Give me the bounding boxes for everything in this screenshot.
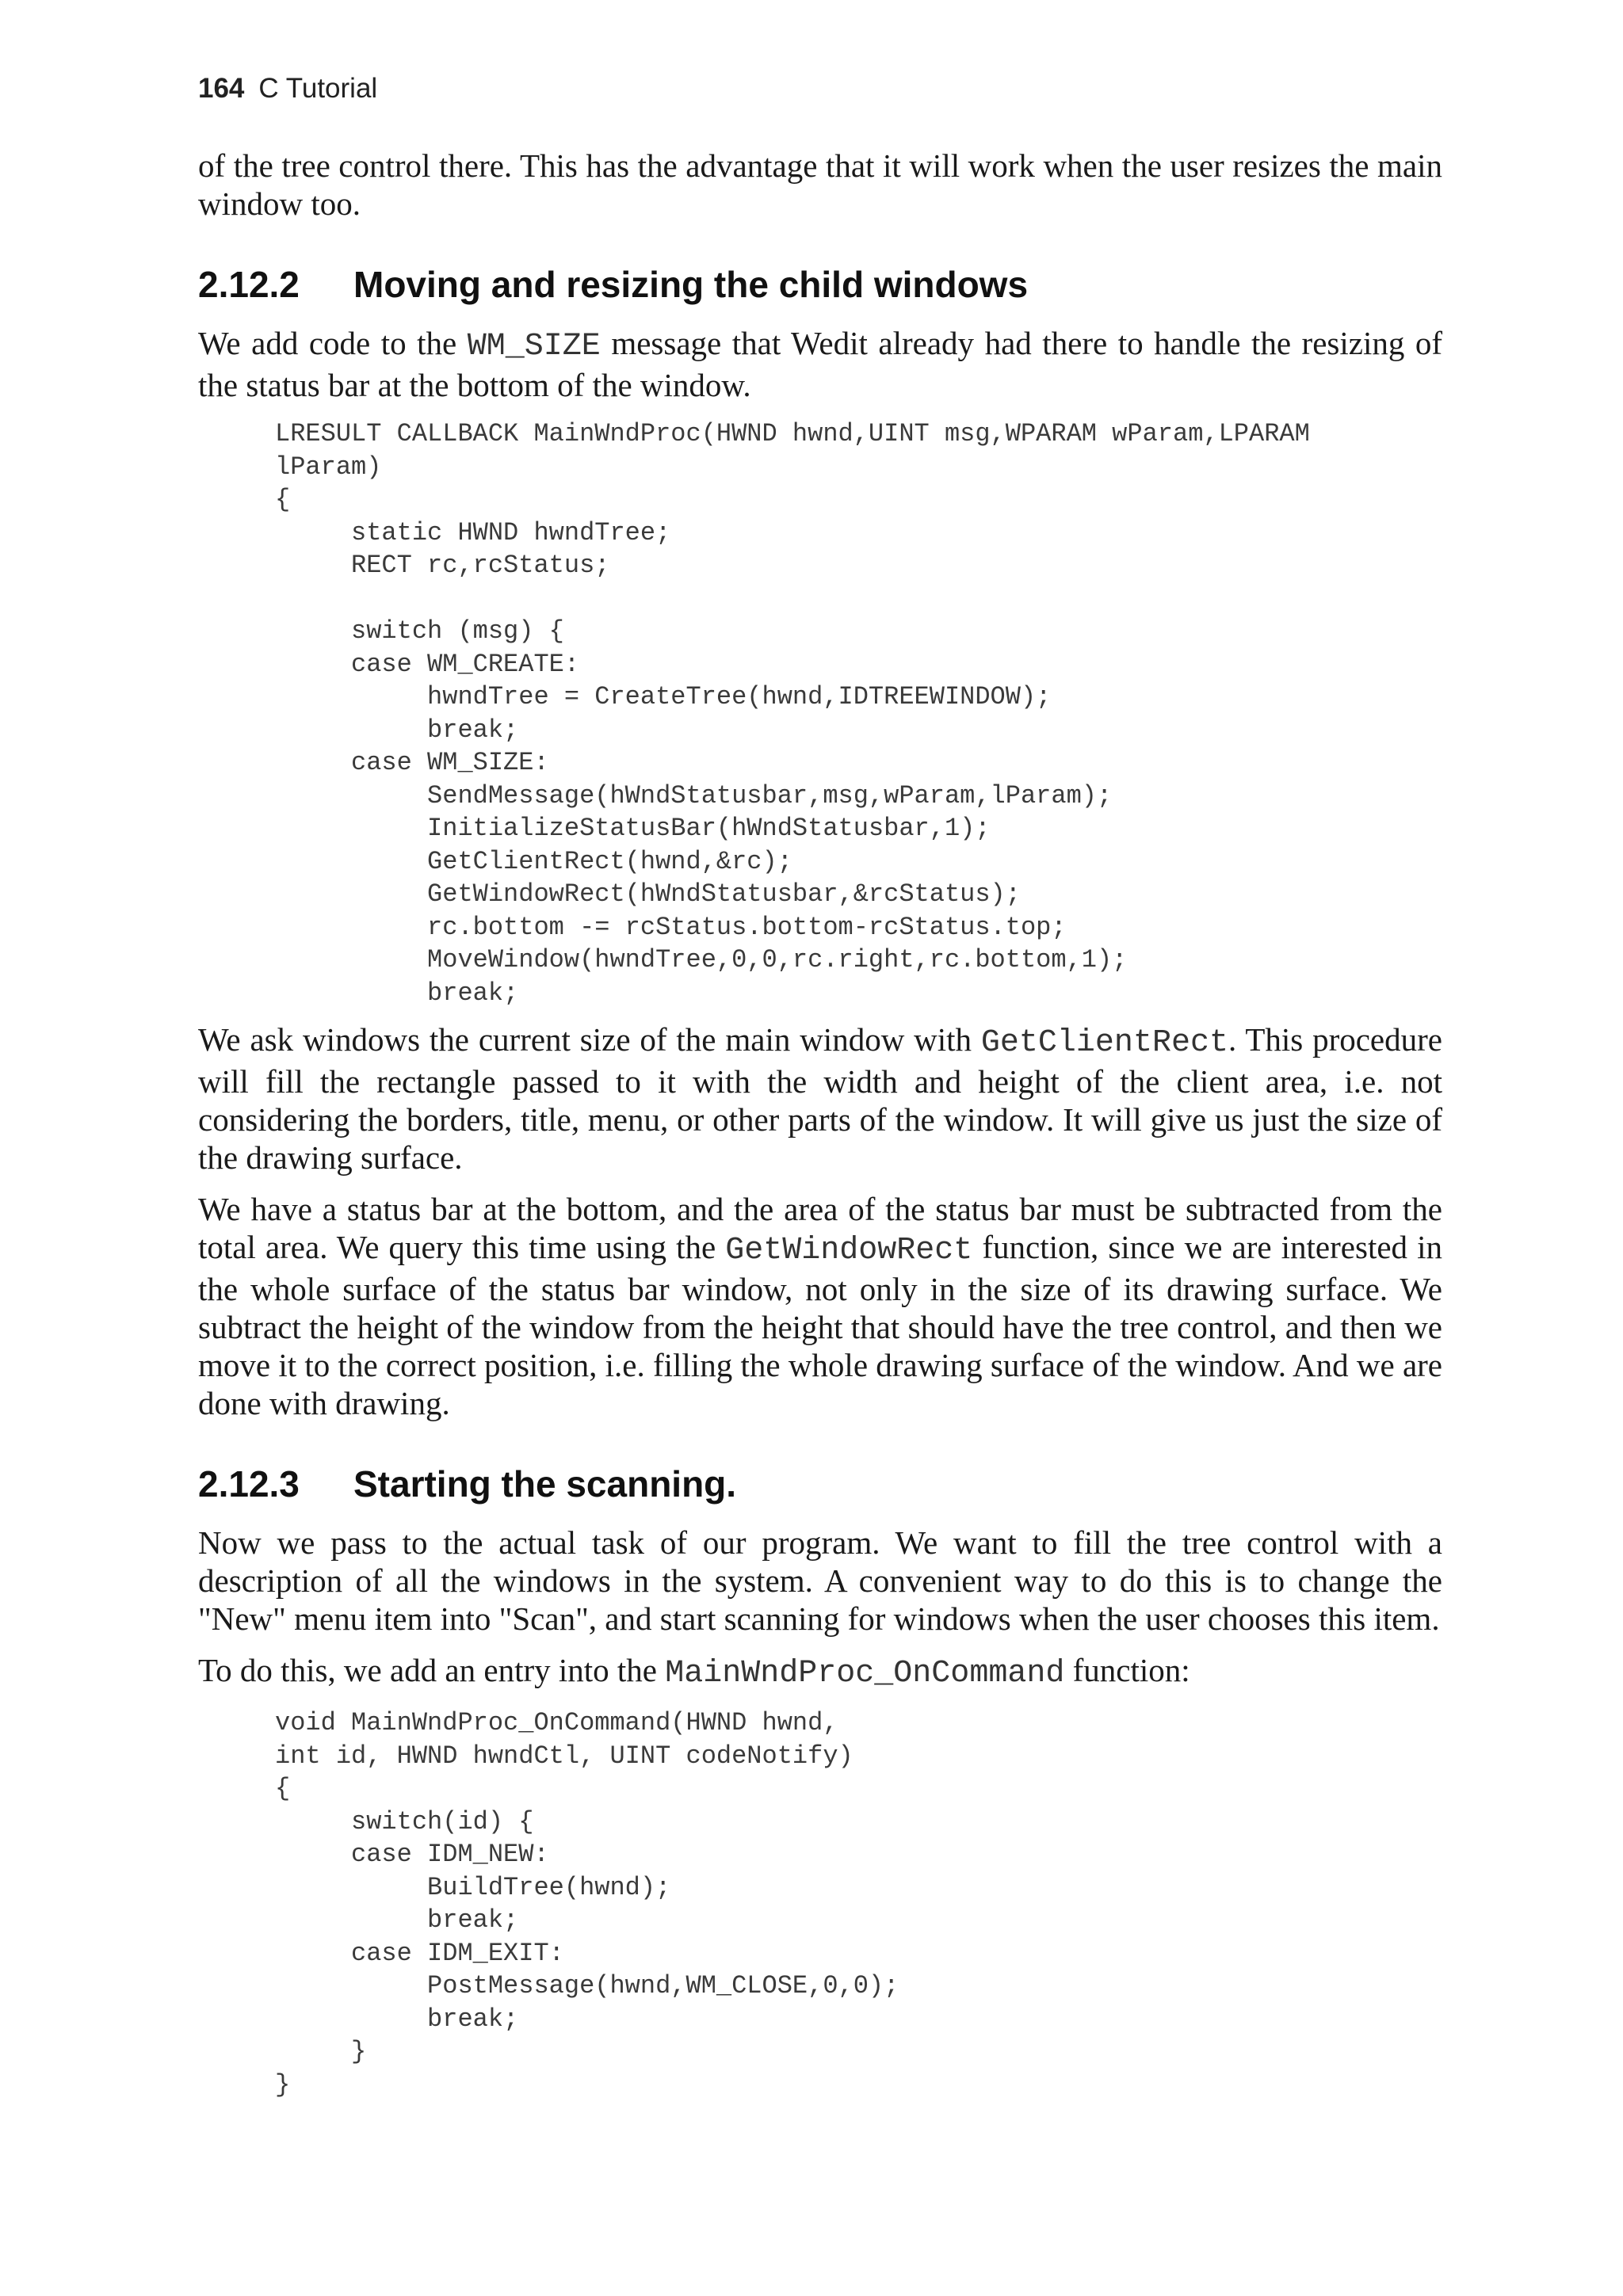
page-body [198,147,1442,2112]
section-title: Moving and resizing the child windows [353,264,1029,305]
paragraph-getclientrect [198,1020,1442,1177]
section-heading-2-12-2 [198,262,1442,307]
running-header [198,73,377,105]
paragraph-wm-size [198,324,1442,404]
inline-code: GetClientRect [980,1025,1228,1061]
section-heading-2-12-3 [198,1462,1442,1506]
paragraph-text: message that Wedit already had there to handle the resizing of the status bar at the bottom of the window. [198,325,1443,403]
page-number: 164 [198,73,245,104]
running-title: C Tutorial [258,73,378,104]
inline-code: GetWindowRect [725,1233,973,1268]
intro-paragraph: of the tree control there. This has the advantage that it will work when the user resizes the main window too. [198,147,1442,222]
section-number: 2.12.3 [198,1463,300,1505]
paragraph-text: function: [1064,1652,1190,1688]
paragraph-oncommand [198,1651,1442,1693]
code-block-oncommand: void MainWndProc_OnCommand(HWND hwnd, int id, HWND hwndCtl, UINT codeNotify) { switch(id) { case IDM_NEW: BuildTree(hwnd); break; case IDM_EXIT: PostMessage(hwnd,WM_CLOSE,0,0); break; } } [275,1708,899,2100]
paragraph-getwindowrect [198,1190,1442,1422]
section-number: 2.12.2 [198,264,300,305]
code-block-mainwndproc: LRESULT CALLBACK MainWndProc(HWND hwnd,UINT msg,WPARAM wParam,LPARAM lParam) { static HWND hwndTree; RECT rc,rcStatus; switch (msg) { case WM_CREATE: hwndTree = CreateTree(hwnd,IDTREEWINDOW); break; case WM_SIZE: SendMessage(hWndStatusbar,msg,wParam,lParam); InitializeStatusBar(hWndStatusbar,1); GetClientRect(hwnd,&rc); GetWindowRect(hWndStatusbar,&rcStatus); rc.bottom -= rcStatus.bottom-rcStatus.top; MoveWindow(hwndTree,0,0,rc.right,rc.bottom,1); break; [275,419,1310,1008]
paragraph-text: function, since we are interested in the whole surface of the status bar window, not only in the size of its drawing surface. We subtract the height of the window from the height that should have the tree control, and then we move it to the correct position, i.e. filling the whole drawing surface of the window. And we are done with drawing. [198,1229,1442,1421]
inline-code: WM_SIZE [467,329,601,364]
paragraph-text: To do this, we add an entry into the [198,1652,666,1688]
inline-code: MainWndProc_OnCommand [665,1656,1065,1691]
paragraph-scanning: Now we pass to the actual task of our program. We want to fill the tree control with a description of all the windows in the system. A convenient way to do this is to change the "New" menu item into "Scan", and start scanning for windows when the user chooses this item. [198,1524,1442,1637]
section-title: Starting the scanning. [353,1463,737,1505]
paragraph-text: We ask windows the current size of the main window with [198,1021,981,1058]
paragraph-text: We add code to the [198,325,468,361]
paragraph-text: . This procedure will fill the rectangle passed to it with the width and height of the client area, i.e. not considering the borders, title, menu, or other parts of the window. It will give us just the size of the drawing surface. [198,1021,1442,1176]
paragraph-text: We have a status bar at the bottom, and the area of the status bar must be subtracted from the total area. We query this time using the [198,1191,1442,1265]
